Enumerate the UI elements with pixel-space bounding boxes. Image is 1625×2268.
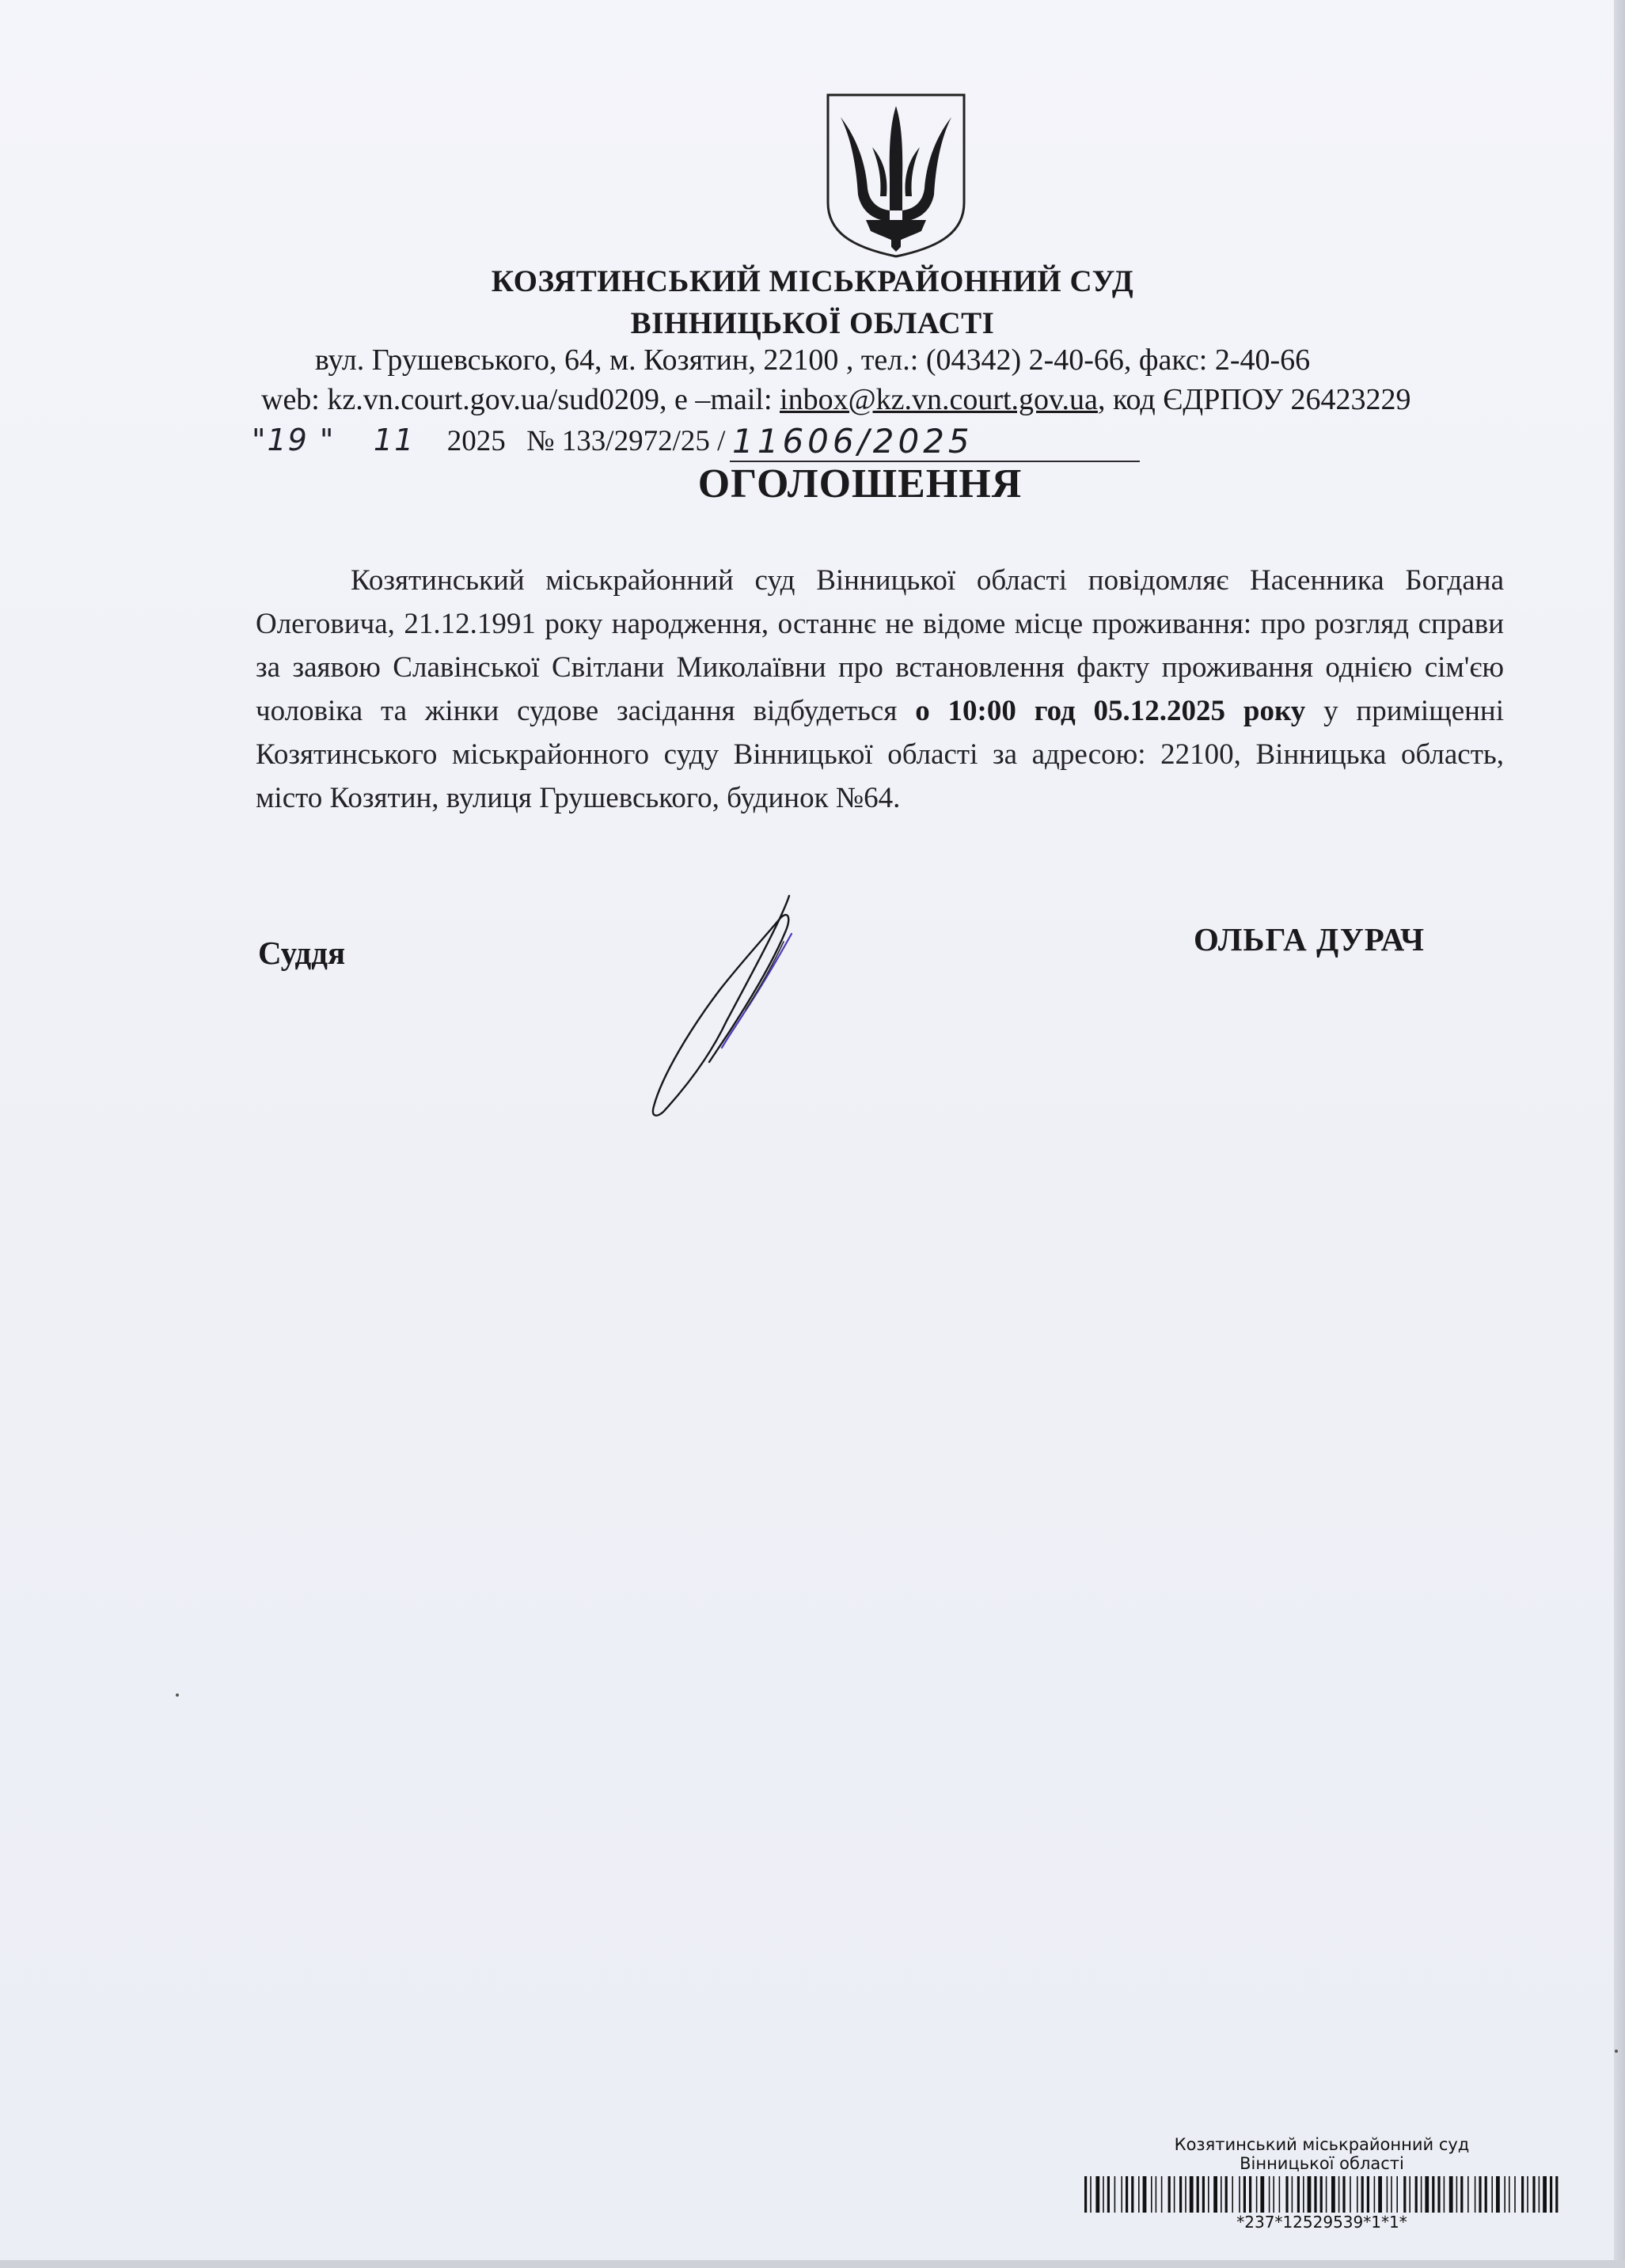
- coat-of-arms-icon: [823, 92, 969, 260]
- barcode-bar: [1485, 2176, 1487, 2213]
- barcode-bar: [1326, 2176, 1327, 2213]
- barcode-bar: [1090, 2176, 1092, 2213]
- barcode-bar: [1425, 2176, 1429, 2213]
- barcode-bar: [1185, 2176, 1186, 2213]
- barcode-bar: [1107, 2176, 1110, 2213]
- barcode-bar: [1491, 2176, 1493, 2213]
- barcode-bar: [1479, 2176, 1481, 2213]
- court-name-line2: ВІННИЦЬКОЇ ОБЛАСТІ: [630, 306, 995, 340]
- barcode-bar: [1361, 2176, 1364, 2213]
- barcode-bar: [1174, 2176, 1175, 2213]
- barcode-bar: [1156, 2176, 1157, 2213]
- reference-year: 2025: [446, 425, 506, 457]
- barcode-bar: [1269, 2176, 1270, 2213]
- barcode-bar: [1378, 2176, 1382, 2213]
- judge-role-label: Суддя: [258, 935, 346, 971]
- scan-speck: [176, 1693, 179, 1697]
- barcode-bar: [1539, 2176, 1540, 2213]
- web-address: web: kz.vn.court.gov.ua/sud0209, е –mail:: [261, 383, 780, 416]
- barcode-bar: [1550, 2176, 1552, 2213]
- barcode-bar: [1532, 2176, 1535, 2213]
- barcode-bar: [1415, 2176, 1418, 2213]
- handwritten-month: 11: [373, 423, 416, 457]
- reference-line: [252, 423, 725, 458]
- court-address: вул. Грушевського, 64, м. Козятин, 22100 , тел.: (04342) 2-40-66, факс: 2-40-66: [314, 343, 1311, 377]
- barcode-bar: [1213, 2176, 1217, 2213]
- barcode-bar: [1232, 2176, 1233, 2213]
- barcode-bar: [1249, 2176, 1251, 2213]
- hearing-datetime: о 10:00 год 05.12.2025 року: [915, 695, 1306, 727]
- barcode-bar: [1225, 2176, 1228, 2213]
- scan-speck: [1615, 2050, 1618, 2053]
- signature-image: [633, 886, 823, 1124]
- barcode-bar: [1403, 2176, 1406, 2213]
- handwritten-registration-number: 11606/2025: [732, 422, 974, 461]
- barcode-bar: [1467, 2176, 1469, 2213]
- barcode-bar: [1432, 2176, 1434, 2213]
- barcode-bar: [1460, 2176, 1463, 2213]
- barcode-number: *237*12529539*1*1*: [1236, 2213, 1407, 2232]
- barcode-bar: [1409, 2176, 1410, 2213]
- edrpou-code: , код ЄДРПОУ 26423229: [1097, 383, 1411, 416]
- barcode-image: [1084, 2176, 1559, 2213]
- barcode-bar: [1239, 2176, 1240, 2213]
- barcode-bar: [1190, 2176, 1194, 2213]
- barcode-bar: [1475, 2176, 1476, 2213]
- barcode-bar: [1331, 2176, 1335, 2213]
- barcode-bar: [1396, 2176, 1398, 2213]
- barcode-bar: [1273, 2176, 1274, 2213]
- barcode-bar: [1260, 2176, 1264, 2213]
- stamp-court-name: Козятинський міськрайонний суд: [1174, 2135, 1470, 2154]
- barcode-bar: [1509, 2176, 1510, 2213]
- barcode-bar: [1279, 2176, 1281, 2213]
- barcode-bar: [1391, 2176, 1392, 2213]
- barcode-bar: [1504, 2176, 1505, 2213]
- barcode-bar: [1126, 2176, 1128, 2213]
- barcode-bar: [1143, 2176, 1147, 2213]
- barcode-bar: [1168, 2176, 1171, 2213]
- barcode-bar: [1303, 2176, 1304, 2213]
- barcode-bar: [1314, 2176, 1316, 2213]
- barcode-bar: [1103, 2176, 1104, 2213]
- barcode-bar: [1243, 2176, 1246, 2213]
- barcode-bar: [1338, 2176, 1340, 2213]
- barcode-bar: [1444, 2176, 1445, 2213]
- barcode-bar: [1456, 2176, 1458, 2213]
- barcode-bar: [1367, 2176, 1369, 2213]
- body-text-part2: у приміщенні Козятинського міськрайонного суду Вінницької області за адресою: 22100, Вінницька область, місто Козятин, вулиця Грушевського, будинок №64.: [256, 695, 1505, 814]
- barcode-bar: [1179, 2176, 1182, 2213]
- barcode-bar: [1496, 2176, 1500, 2213]
- barcode-bar: [1308, 2176, 1312, 2213]
- barcode-bar: [1357, 2176, 1358, 2213]
- barcode-bar: [1221, 2176, 1222, 2213]
- barcode-bar: [1387, 2176, 1388, 2213]
- barcode-bar: [1131, 2176, 1133, 2213]
- barcode-bar: [1521, 2176, 1524, 2213]
- barcode-bar: [1292, 2176, 1293, 2213]
- barcode-bar: [1121, 2176, 1122, 2213]
- barcode-bar: [1342, 2176, 1345, 2213]
- barcode-bar: [1197, 2176, 1199, 2213]
- barcode-bar: [1256, 2176, 1258, 2213]
- reference-number: № 133/2972/25 /: [526, 425, 726, 457]
- barcode-bar: [1138, 2176, 1140, 2213]
- barcode-bar: [1285, 2176, 1288, 2213]
- barcode-bar: [1208, 2176, 1209, 2213]
- barcode-bar: [1374, 2176, 1376, 2213]
- barcode-bar: [1114, 2176, 1116, 2213]
- barcode-bar: [1095, 2176, 1099, 2213]
- barcode-bar: [1320, 2176, 1323, 2213]
- barcode-bar: [1555, 2176, 1558, 2213]
- judge-name: ОЛЬГА ДУРАЧ: [1194, 921, 1426, 958]
- barcode-bar: [1350, 2176, 1351, 2213]
- court-contacts: [261, 382, 1411, 417]
- barcode-bar: [1161, 2176, 1163, 2213]
- body-text-part1: Козятинський міськрайонний суд Вінницької області повідомляє Насенника Богдана Олеговича, 21.12.1991 року народження, останнє не відоме місце проживання: про розгляд справи за заявою Славінської Світлани Миколаївни про встановлення факту проживання однією сім'єю чоловіка та жінки судове засідання відбудеться: [256, 564, 1504, 727]
- barcode-bar: [1527, 2176, 1528, 2213]
- announcement-body: [256, 559, 1504, 820]
- barcode-bar: [1437, 2176, 1440, 2213]
- barcode-bar: [1297, 2176, 1300, 2213]
- barcode-bar: [1514, 2176, 1516, 2213]
- barcode-bar: [1449, 2176, 1453, 2213]
- barcode-bar: [1202, 2176, 1205, 2213]
- barcode-bar: [1421, 2176, 1422, 2213]
- page-bottom-edge: [0, 2260, 1625, 2268]
- handwritten-day: "19 ": [252, 423, 336, 457]
- court-name-line1: КОЗЯТИНСЬКИЙ МІСЬКРАЙОННИЙ СУД: [491, 264, 1134, 298]
- document-title: ОГОЛОШЕННЯ: [697, 461, 1023, 506]
- barcode-bar: [1084, 2176, 1087, 2213]
- barcode-bar: [1151, 2176, 1152, 2213]
- stamp-region: Вінницької області: [1240, 2154, 1404, 2173]
- barcode-bar: [1543, 2176, 1547, 2213]
- email-link[interactable]: inbox@kz.vn.court.gov.ua: [780, 383, 1098, 416]
